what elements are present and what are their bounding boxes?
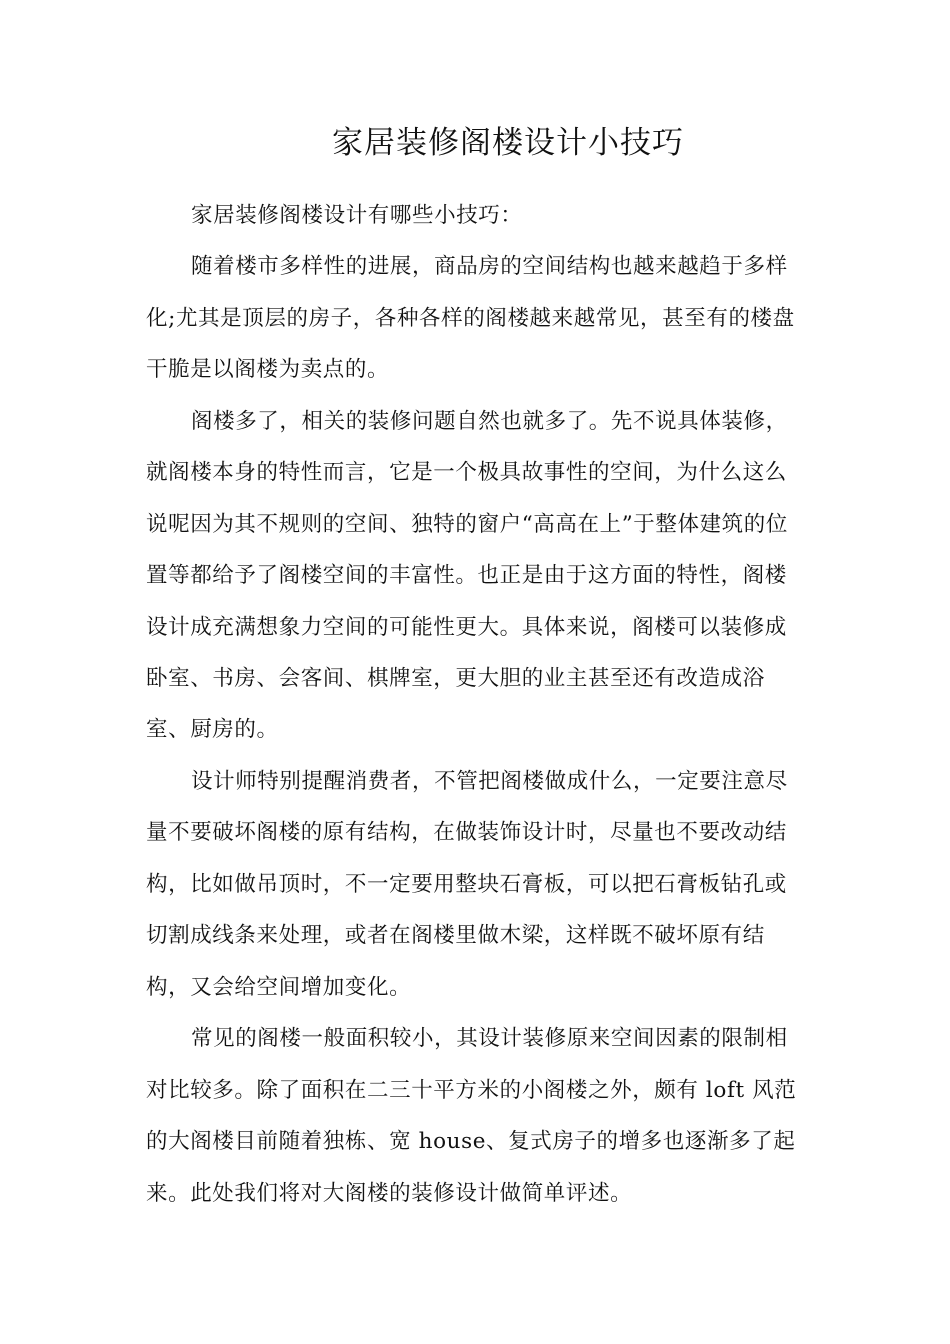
paragraph-2-line-2: 就阁楼本身的特性而言，它是一个极具故事性的空间，为什么这么 bbox=[146, 460, 787, 485]
paragraph-4-line-1: 常见的阁楼一般面积较小，其设计装修原来空间因素的限制相 bbox=[191, 1026, 788, 1051]
paragraph-1-line-2: 化;尤其是顶层的房子，各种各样的阁楼越来越常见，甚至有的楼盘 bbox=[146, 306, 795, 331]
intro-line: 家居装修阁楼设计有哪些小技巧： bbox=[191, 203, 523, 228]
paragraph-2-line-5: 设计成充满想象力空间的可能性更大。具体来说，阁楼可以装修成 bbox=[146, 615, 787, 640]
paragraph-3-line-2: 量不要破坏阁楼的原有结构，在做装饰设计时，尽量也不要改动结 bbox=[146, 820, 787, 845]
paragraph-3-line-1: 设计师特别提醒消费者，不管把阁楼做成什么，一定要注意尽 bbox=[191, 769, 788, 794]
paragraph-3-line-3: 构，比如做吊顶时，不一定要用整块石膏板，可以把石膏板钻孔或 bbox=[146, 872, 787, 897]
paragraph-2-line-7: 室、厨房的。 bbox=[146, 717, 279, 742]
paragraph-3-line-5: 构，又会给空间增加变化。 bbox=[146, 975, 412, 1000]
paragraph-2-line-1: 阁楼多了，相关的装修问题自然也就多了。先不说具体装修， bbox=[191, 409, 788, 434]
paragraph-2-line-6: 卧室、书房、会客间、棋牌室，更大胆的业主甚至还有改造成浴 bbox=[146, 666, 765, 691]
paragraph-4-line-3: 的大阁楼目前随着独栋、宽 house、复式房子的增多也逐渐多了起 bbox=[146, 1129, 796, 1154]
paragraph-2-line-4: 置等都给予了阁楼空间的丰富性。也正是由于这方面的特性，阁楼 bbox=[146, 563, 787, 588]
paragraph-3-line-4: 切割成线条来处理，或者在阁楼里做木梁，这样既不破坏原有结 bbox=[146, 923, 765, 948]
paragraph-1-line-1: 随着楼市多样性的进展，商品房的空间结构也越来越趋于多样 bbox=[191, 254, 788, 279]
paragraph-2-line-3: 说呢因为其不规则的空间、独特的窗户“高高在上”于整体建筑的位 bbox=[146, 512, 788, 537]
paragraph-4-line-4: 来。此处我们将对大阁楼的装修设计做简单评述。 bbox=[146, 1181, 633, 1206]
document-title: 家居装修阁楼设计小技巧 bbox=[332, 125, 684, 161]
paragraph-1-line-3: 干脆是以阁楼为卖点的。 bbox=[146, 357, 390, 382]
paragraph-4-line-2: 对比较多。除了面积在二三十平方米的小阁楼之外，颇有 loft 风范 bbox=[146, 1078, 797, 1103]
